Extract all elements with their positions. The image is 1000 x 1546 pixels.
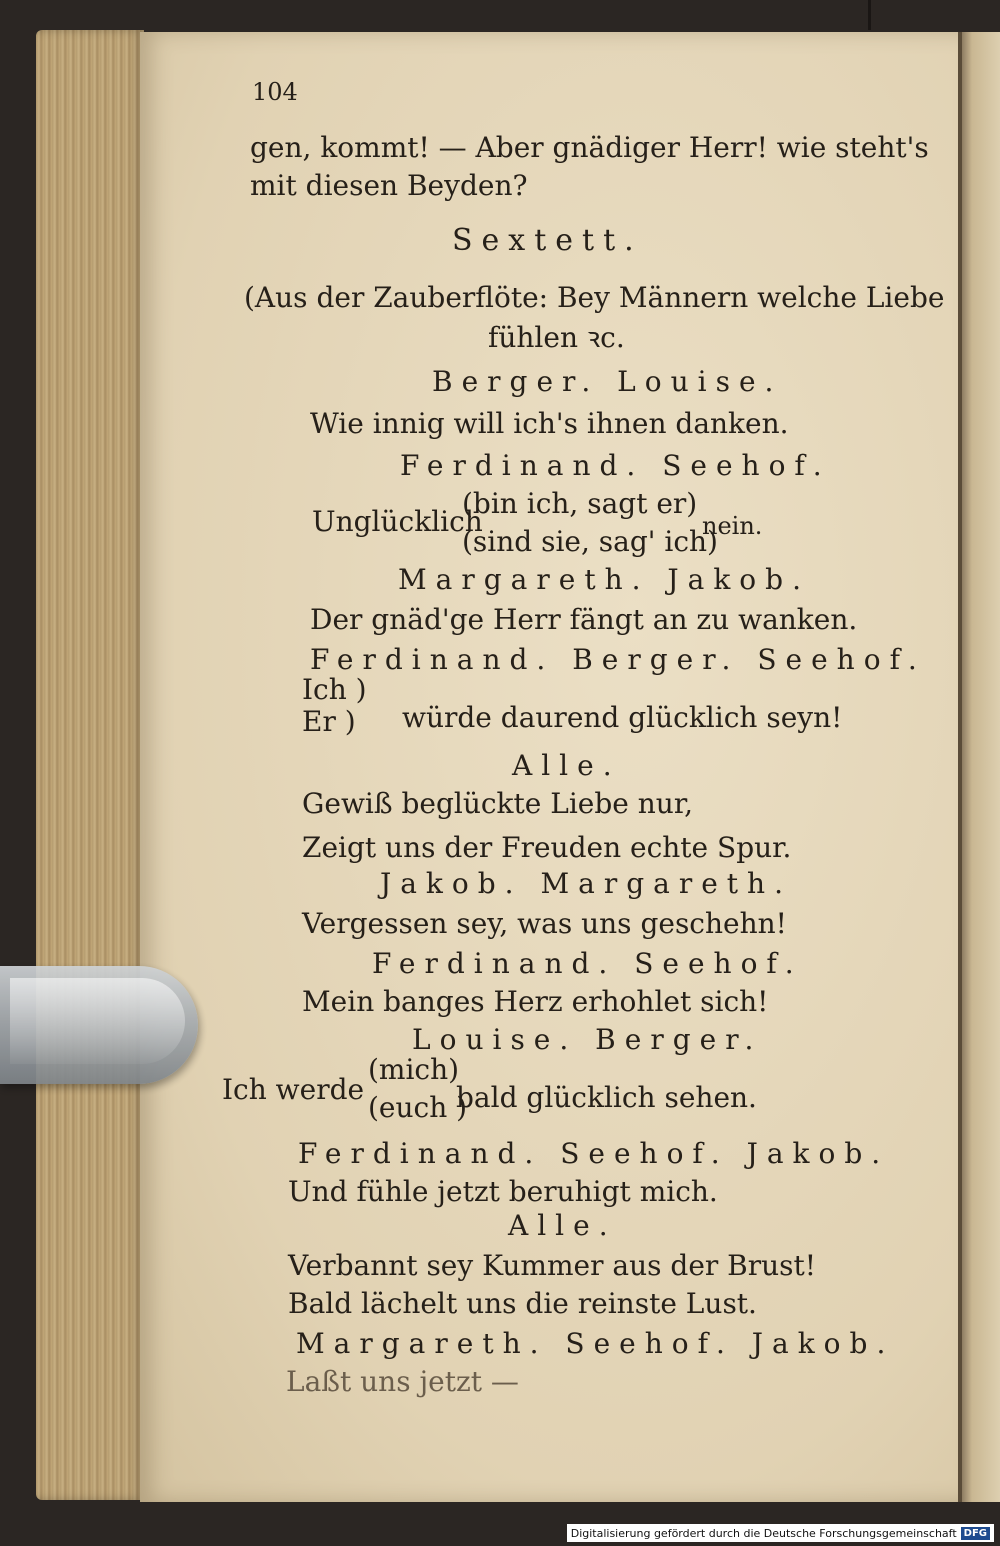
verse-line-upper: Ich ) xyxy=(302,673,367,706)
speaker-heading: Louise. Berger. xyxy=(412,1023,763,1056)
verse-line-faded: Laßt uns jetzt — xyxy=(286,1365,519,1398)
verse-line: würde daurend glücklich seyn! xyxy=(402,701,843,734)
speaker-heading: Ferdinand. Seehof. xyxy=(400,449,831,482)
verse-line-lower: (euch ) xyxy=(368,1091,468,1124)
verse-line: Ich werde xyxy=(222,1073,365,1106)
speaker-heading: Ferdinand. Seehof. Jakob. xyxy=(298,1137,890,1170)
text-line: mit diesen Beyden? xyxy=(250,169,528,202)
speaker-heading: Margareth. Seehof. Jakob. xyxy=(296,1327,895,1360)
verse-line-lower: Er ) xyxy=(302,705,356,738)
speaker-heading: Alle. xyxy=(508,1209,617,1242)
verse-line: Wie innig will ich's ihnen danken. xyxy=(310,407,789,440)
verse-line: bald glücklich sehen. xyxy=(456,1081,757,1114)
verse-line: Mein banges Herz erhohlet sich! xyxy=(302,985,769,1018)
text-line: gen, kommt! — Aber gnädiger Herr! wie steht's xyxy=(250,131,929,164)
verse-line: Vergessen sey, was uns geschehn! xyxy=(302,907,787,940)
attribution-text: Digitalisierung gefördert durch die Deutsche Forschungsgemeinschaft xyxy=(570,1526,957,1540)
dfg-logo-icon: DFG xyxy=(961,1527,990,1540)
page-edges xyxy=(36,30,144,1500)
verse-line: Verbannt sey Kummer aus der Brust! xyxy=(288,1249,817,1282)
next-page-edge xyxy=(962,32,1000,1502)
speaker-heading: Berger. Louise. xyxy=(432,365,783,398)
page-number: 104 xyxy=(252,78,298,106)
speaker-heading: Ferdinand. Berger. Seehof. xyxy=(310,643,926,676)
verse-line: Zeigt uns der Freuden echte Spur. xyxy=(302,831,792,864)
verse-line-upper: (mich) xyxy=(368,1053,460,1086)
clip-highlight xyxy=(10,978,185,1064)
verse-line-upper: (bin ich, sagt er) xyxy=(462,487,698,520)
verse-line: Gewiß beglückte Liebe nur, xyxy=(302,787,694,820)
verse-line-lower: (sind sie, sag' ich) xyxy=(462,525,718,558)
section-heading: Sextett. xyxy=(452,223,643,258)
verse-word: nein. xyxy=(702,512,763,540)
verse-line: Der gnäd'ge Herr fängt an zu wanken. xyxy=(310,603,858,636)
speaker-heading: Alle. xyxy=(512,749,621,782)
verse-line: Unglücklich xyxy=(312,505,483,538)
attribution-bar xyxy=(567,1524,994,1542)
text-line: (Aus der Zauberflöte: Bey Männern welche Liebe xyxy=(244,281,945,314)
verse-line: Und fühle jetzt beruhigt mich. xyxy=(288,1175,718,1208)
speaker-heading: Margareth. Jakob. xyxy=(398,563,810,596)
speaker-heading: Ferdinand. Seehof. xyxy=(372,947,803,980)
spine-shadow xyxy=(868,0,871,30)
speaker-heading: Jakob. Margareth. xyxy=(380,867,792,900)
verse-line: Bald lächelt uns die reinste Lust. xyxy=(288,1287,757,1320)
text-line: fühlen ꝛc. xyxy=(488,321,625,354)
